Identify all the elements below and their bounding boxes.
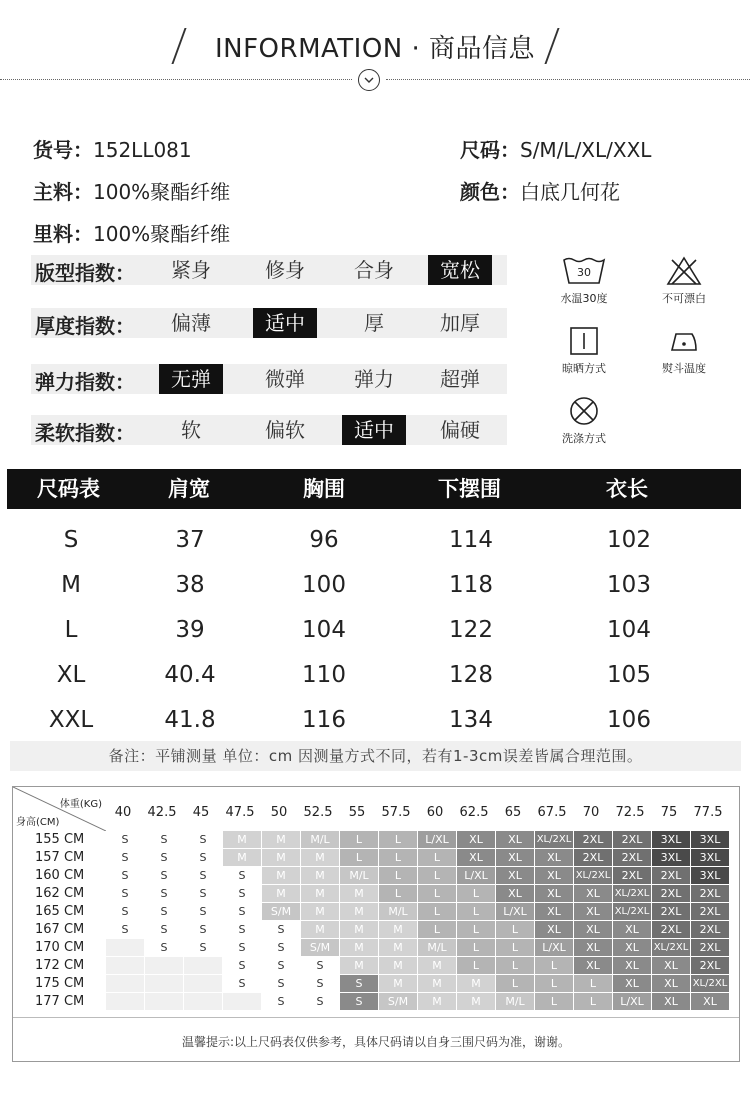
- reference-cell: L: [496, 921, 534, 938]
- height-value: 177 CM: [35, 994, 85, 1009]
- reference-cell: 3XL: [691, 849, 729, 866]
- reference-cell: M: [379, 957, 417, 974]
- index-option-selected: 无弹: [159, 364, 223, 394]
- reference-cell: S: [340, 975, 378, 992]
- reference-cell: S/M: [301, 939, 339, 956]
- table-cell: 100: [302, 572, 346, 598]
- reference-cell: S: [301, 975, 339, 992]
- care-no-bleach: 不可漂白: [644, 256, 724, 306]
- reference-cell: XL: [613, 921, 651, 938]
- reference-cell: L/XL: [535, 939, 573, 956]
- col-chest: 胸围: [303, 477, 345, 501]
- weight-value: 77.5: [693, 805, 723, 820]
- height-value: 165 CM: [35, 904, 85, 919]
- reference-cell: S: [262, 975, 300, 992]
- reference-cell: M: [301, 849, 339, 866]
- index-option: 偏薄: [171, 311, 211, 335]
- index-label: 版型指数：: [35, 261, 135, 285]
- table-cell: 128: [449, 662, 493, 688]
- size-reference-chart: [12, 786, 740, 1062]
- reference-cell: L: [418, 885, 456, 902]
- reference-cell: L/XL: [418, 831, 456, 848]
- table-row: [7, 653, 741, 698]
- reference-cell: M: [418, 975, 456, 992]
- reference-cell: S: [223, 939, 261, 956]
- reference-cell: 2XL: [574, 849, 612, 866]
- reference-cell: M: [457, 993, 495, 1010]
- no-bleach-icon: [664, 256, 704, 286]
- measurement-note: 备注：平铺测量 单位：cm 因测量方式不同，若有1-3cm误差皆属合理范围。: [10, 741, 741, 771]
- reference-cell: 2XL: [652, 885, 690, 902]
- reference-cell: L: [535, 975, 573, 992]
- reference-cell: [184, 975, 222, 992]
- divider-right: [386, 79, 750, 80]
- index-option-selected: 适中: [253, 308, 317, 338]
- section-header: [0, 0, 750, 100]
- table-cell: 37: [175, 527, 205, 553]
- col-hem: 下摆围: [438, 477, 501, 501]
- reference-row: [13, 867, 739, 885]
- reference-cell: [106, 975, 144, 992]
- reference-cell: S: [145, 885, 183, 902]
- reference-cell: M: [340, 885, 378, 902]
- table-cell: 116: [302, 707, 346, 733]
- table-cell: 96: [309, 527, 339, 553]
- reference-cell: L: [457, 939, 495, 956]
- reference-cell: 3XL: [691, 867, 729, 884]
- reference-cell: M: [379, 921, 417, 938]
- reference-row: [13, 885, 739, 903]
- index-option: 厚: [364, 311, 384, 335]
- reference-cell: 2XL: [691, 903, 729, 920]
- height-value: 157 CM: [35, 850, 85, 865]
- reference-cell: M/L: [340, 867, 378, 884]
- reference-cell: S: [106, 885, 144, 902]
- lining-fabric: 里料：100%聚酯纤维: [33, 222, 231, 246]
- reference-cell: L: [535, 993, 573, 1010]
- index-option: 微弹: [265, 367, 305, 391]
- reference-cell: [223, 993, 261, 1010]
- section-title: INFORMATION · 商品信息: [214, 34, 536, 64]
- reference-cell: L: [457, 957, 495, 974]
- reference-cell: 2XL: [613, 867, 651, 884]
- reference-cell: S: [106, 903, 144, 920]
- index-option: 偏硬: [440, 418, 480, 442]
- reference-cell: XL/2XL: [535, 831, 573, 848]
- weight-value: 52.5: [303, 805, 333, 820]
- tip-divider: [13, 1017, 739, 1018]
- height-value: 170 CM: [35, 940, 85, 955]
- reference-cell: XL: [652, 993, 690, 1010]
- reference-cell: S: [184, 903, 222, 920]
- weight-value: 60: [426, 805, 444, 820]
- reference-cell: S: [145, 939, 183, 956]
- weight-value: 62.5: [459, 805, 489, 820]
- index-row: [31, 308, 507, 338]
- weight-label: 体重(KG): [59, 799, 102, 810]
- reference-cell: [145, 957, 183, 974]
- reference-cell: XL: [457, 849, 495, 866]
- reference-cell: M/L: [496, 993, 534, 1010]
- index-option: 加厚: [440, 311, 480, 335]
- table-row: [7, 698, 741, 743]
- reference-cell: XL: [652, 957, 690, 974]
- wash-30-icon: [561, 256, 607, 286]
- index-row: [31, 255, 507, 285]
- reference-cell: M: [223, 831, 261, 848]
- reference-row: [13, 831, 739, 849]
- index-option: 弹力: [354, 367, 394, 391]
- reference-cell: M: [340, 939, 378, 956]
- reference-cell: XL: [496, 867, 534, 884]
- reference-cell: [106, 957, 144, 974]
- reference-cell: S: [184, 867, 222, 884]
- svg-text:30: 30: [577, 266, 591, 279]
- index-option: 紧身: [171, 258, 211, 282]
- col-length: 衣长: [606, 477, 648, 501]
- reference-cell: XL: [535, 867, 573, 884]
- reference-cell: L: [574, 975, 612, 992]
- reference-row: [13, 939, 739, 957]
- weight-value: 55: [348, 805, 366, 820]
- table-cell: 104: [607, 617, 651, 643]
- table-cell: 134: [449, 707, 493, 733]
- reference-cell: XL: [613, 939, 651, 956]
- reference-cell: XL: [574, 939, 612, 956]
- care-wash-method: 洗涤方式: [544, 396, 624, 446]
- reference-cell: M: [340, 921, 378, 938]
- reference-cell: L: [496, 975, 534, 992]
- reference-cell: [106, 939, 144, 956]
- reference-cell: [184, 957, 222, 974]
- no-dry-clean-icon: [568, 396, 600, 426]
- reference-cell: L: [379, 885, 417, 902]
- index-option: 偏软: [265, 418, 305, 442]
- reference-cell: [145, 993, 183, 1010]
- reference-cell: XL: [574, 921, 612, 938]
- weight-value: 40: [114, 805, 132, 820]
- reference-row: [13, 903, 739, 921]
- reference-cell: 2XL: [574, 831, 612, 848]
- reference-cell: XL: [652, 975, 690, 992]
- reference-cell: M: [301, 903, 339, 920]
- table-cell: 39: [175, 617, 205, 643]
- weight-value: 72.5: [615, 805, 645, 820]
- index-option: 超弹: [440, 367, 480, 391]
- table-cell: 102: [607, 527, 651, 553]
- table-cell: 114: [449, 527, 493, 553]
- reference-cell: XL: [574, 885, 612, 902]
- table-cell: L: [64, 617, 78, 643]
- reference-cell: 2XL: [691, 939, 729, 956]
- reference-cell: L: [418, 867, 456, 884]
- table-row: [7, 563, 741, 608]
- reference-cell: S: [262, 993, 300, 1010]
- reference-cell: S: [223, 885, 261, 902]
- reference-cell: M: [379, 939, 417, 956]
- reference-cell: M: [301, 921, 339, 938]
- reference-cell: S: [145, 867, 183, 884]
- table-cell: 105: [607, 662, 651, 688]
- reference-cell: L: [418, 903, 456, 920]
- reference-cell: S: [145, 921, 183, 938]
- table-row: [7, 518, 741, 563]
- reference-cell: M: [301, 867, 339, 884]
- reference-cell: S: [262, 921, 300, 938]
- height-value: 175 CM: [35, 976, 85, 991]
- col-size: 尺码表: [37, 477, 100, 501]
- color-info: 颜色：白底几何花: [460, 180, 620, 204]
- chevron-down-icon: [358, 69, 380, 91]
- reference-cell: 2XL: [652, 921, 690, 938]
- reference-cell: L: [418, 921, 456, 938]
- divider-left: [0, 79, 352, 80]
- reference-cell: L: [457, 921, 495, 938]
- reference-cell: M: [379, 975, 417, 992]
- reference-cell: [106, 993, 144, 1010]
- reference-cell: XL: [613, 975, 651, 992]
- reference-cell: S: [184, 939, 222, 956]
- reference-cell: S: [223, 921, 261, 938]
- index-row: [31, 415, 507, 445]
- reference-cell: XL/2XL: [613, 885, 651, 902]
- index-label: 弹力指数：: [35, 370, 135, 394]
- reference-cell: M/L: [379, 903, 417, 920]
- weight-value: 42.5: [147, 805, 177, 820]
- reference-cell: S: [145, 849, 183, 866]
- size-range: 尺码：S/M/L/XL/XXL: [460, 138, 652, 162]
- reference-cell: S: [184, 921, 222, 938]
- reference-cell: XL/2XL: [613, 903, 651, 920]
- reference-cell: M: [340, 903, 378, 920]
- reference-cell: L/XL: [496, 903, 534, 920]
- size-table-header: [7, 469, 741, 509]
- index-option-selected: 适中: [342, 415, 406, 445]
- reference-cell: S: [223, 867, 261, 884]
- reference-cell: 2XL: [652, 903, 690, 920]
- reference-cell: 2XL: [691, 957, 729, 974]
- height-value: 160 CM: [35, 868, 85, 883]
- reference-cell: XL: [574, 903, 612, 920]
- reference-row: [13, 975, 739, 993]
- reference-cell: S/M: [379, 993, 417, 1010]
- reference-cell: M: [223, 849, 261, 866]
- weight-value: 65: [504, 805, 522, 820]
- reference-cell: L: [340, 849, 378, 866]
- index-label: 柔软指数：: [35, 421, 135, 445]
- table-cell: 38: [175, 572, 205, 598]
- reference-cell: XL: [574, 957, 612, 974]
- care-wash: 30 水温30度: [544, 256, 624, 306]
- reference-cell: L/XL: [613, 993, 651, 1010]
- reference-cell: XL: [457, 831, 495, 848]
- reference-cell: L: [496, 957, 534, 974]
- reference-cell: L: [379, 867, 417, 884]
- index-option-selected: 宽松: [428, 255, 492, 285]
- index-option: 合身: [354, 258, 394, 282]
- weight-value: 67.5: [537, 805, 567, 820]
- item-number: 货号：152LL081: [33, 138, 192, 162]
- reference-row: [13, 921, 739, 939]
- reference-cell: [184, 993, 222, 1010]
- reference-cell: [145, 975, 183, 992]
- reference-cell: XL/2XL: [574, 867, 612, 884]
- reference-cell: 3XL: [652, 831, 690, 848]
- reference-cell: L: [379, 849, 417, 866]
- care-iron: 熨斗温度: [644, 326, 724, 376]
- reference-cell: XL/2XL: [691, 975, 729, 992]
- weight-value: 45: [192, 805, 210, 820]
- grid-corner: [13, 787, 106, 831]
- reference-cell: L: [457, 903, 495, 920]
- table-cell: S: [63, 527, 79, 553]
- weight-value: 70: [582, 805, 600, 820]
- reference-cell: S: [301, 957, 339, 974]
- table-cell: 41.8: [164, 707, 216, 733]
- height-label: 身高(CM): [16, 817, 60, 828]
- care-dry: 晾晒方式: [544, 326, 624, 376]
- table-cell: 104: [302, 617, 346, 643]
- reference-cell: M: [262, 849, 300, 866]
- reference-cell: 3XL: [691, 831, 729, 848]
- col-shoulder: 肩宽: [168, 477, 210, 501]
- reference-cell: S: [106, 831, 144, 848]
- reference-cell: M: [262, 831, 300, 848]
- height-value: 172 CM: [35, 958, 85, 973]
- reference-cell: S: [262, 939, 300, 956]
- reference-cell: S: [184, 849, 222, 866]
- reference-cell: S: [106, 921, 144, 938]
- reference-cell: XL: [535, 921, 573, 938]
- main-fabric: 主料：100%聚酯纤维: [33, 180, 231, 204]
- height-value: 155 CM: [35, 832, 85, 847]
- height-value: 167 CM: [35, 922, 85, 937]
- reference-cell: L: [496, 939, 534, 956]
- index-option: 软: [181, 418, 201, 442]
- reference-cell: S: [145, 903, 183, 920]
- table-row: [7, 608, 741, 653]
- reference-cell: L: [574, 993, 612, 1010]
- table-cell: XXL: [48, 707, 94, 733]
- reference-cell: M: [457, 975, 495, 992]
- reference-cell: S: [340, 993, 378, 1010]
- reference-cell: 2XL: [652, 867, 690, 884]
- reference-cell: M: [418, 957, 456, 974]
- reference-cell: XL/2XL: [652, 939, 690, 956]
- reference-cell: M/L: [301, 831, 339, 848]
- reference-cell: M: [340, 957, 378, 974]
- reference-cell: XL: [691, 993, 729, 1010]
- reference-cell: 2XL: [691, 921, 729, 938]
- reference-cell: S: [262, 957, 300, 974]
- reference-cell: L: [418, 849, 456, 866]
- reference-tip: 温馨提示:以上尺码表仅供参考，具体尺码请以自身三围尺码为准，谢谢。: [181, 1035, 571, 1049]
- reference-cell: S: [223, 975, 261, 992]
- reference-cell: 3XL: [652, 849, 690, 866]
- dry-icon: [568, 326, 600, 356]
- reference-cell: M: [262, 867, 300, 884]
- reference-row: [13, 849, 739, 867]
- reference-cell: S: [184, 885, 222, 902]
- reference-cell: L: [457, 885, 495, 902]
- table-cell: XL: [56, 662, 86, 688]
- reference-cell: XL: [496, 885, 534, 902]
- reference-cell: XL: [535, 903, 573, 920]
- reference-cell: XL: [496, 831, 534, 848]
- reference-cell: M: [301, 885, 339, 902]
- reference-cell: S: [106, 849, 144, 866]
- reference-cell: L: [535, 957, 573, 974]
- iron-icon: [666, 326, 702, 356]
- reference-cell: 2XL: [691, 885, 729, 902]
- reference-cell: S/M: [262, 903, 300, 920]
- reference-cell: L: [340, 831, 378, 848]
- weight-value: 57.5: [381, 805, 411, 820]
- table-cell: 40.4: [164, 662, 216, 688]
- reference-row: [13, 993, 739, 1011]
- reference-cell: L: [379, 831, 417, 848]
- index-option: 修身: [265, 258, 305, 282]
- weight-value: 50: [270, 805, 288, 820]
- reference-cell: S: [223, 957, 261, 974]
- weight-value: 47.5: [225, 805, 255, 820]
- table-cell: 106: [607, 707, 651, 733]
- reference-cell: M: [262, 885, 300, 902]
- reference-cell: L/XL: [457, 867, 495, 884]
- reference-cell: XL: [496, 849, 534, 866]
- weight-value: 75: [660, 805, 678, 820]
- table-cell: 103: [607, 572, 651, 598]
- reference-cell: S: [184, 831, 222, 848]
- table-cell: M: [61, 572, 81, 598]
- table-cell: 122: [449, 617, 493, 643]
- reference-cell: S: [145, 831, 183, 848]
- index-row: [31, 364, 507, 394]
- reference-cell: M: [418, 993, 456, 1010]
- height-value: 162 CM: [35, 886, 85, 901]
- index-label: 厚度指数：: [35, 314, 135, 338]
- reference-cell: 2XL: [613, 831, 651, 848]
- table-cell: 110: [302, 662, 346, 688]
- reference-cell: XL: [613, 957, 651, 974]
- table-cell: 118: [449, 572, 493, 598]
- reference-cell: S: [223, 903, 261, 920]
- reference-cell: S: [106, 867, 144, 884]
- reference-cell: 2XL: [613, 849, 651, 866]
- reference-row: [13, 957, 739, 975]
- reference-cell: XL: [535, 849, 573, 866]
- reference-cell: XL: [535, 885, 573, 902]
- reference-cell: S: [301, 993, 339, 1010]
- reference-cell: M/L: [418, 939, 456, 956]
